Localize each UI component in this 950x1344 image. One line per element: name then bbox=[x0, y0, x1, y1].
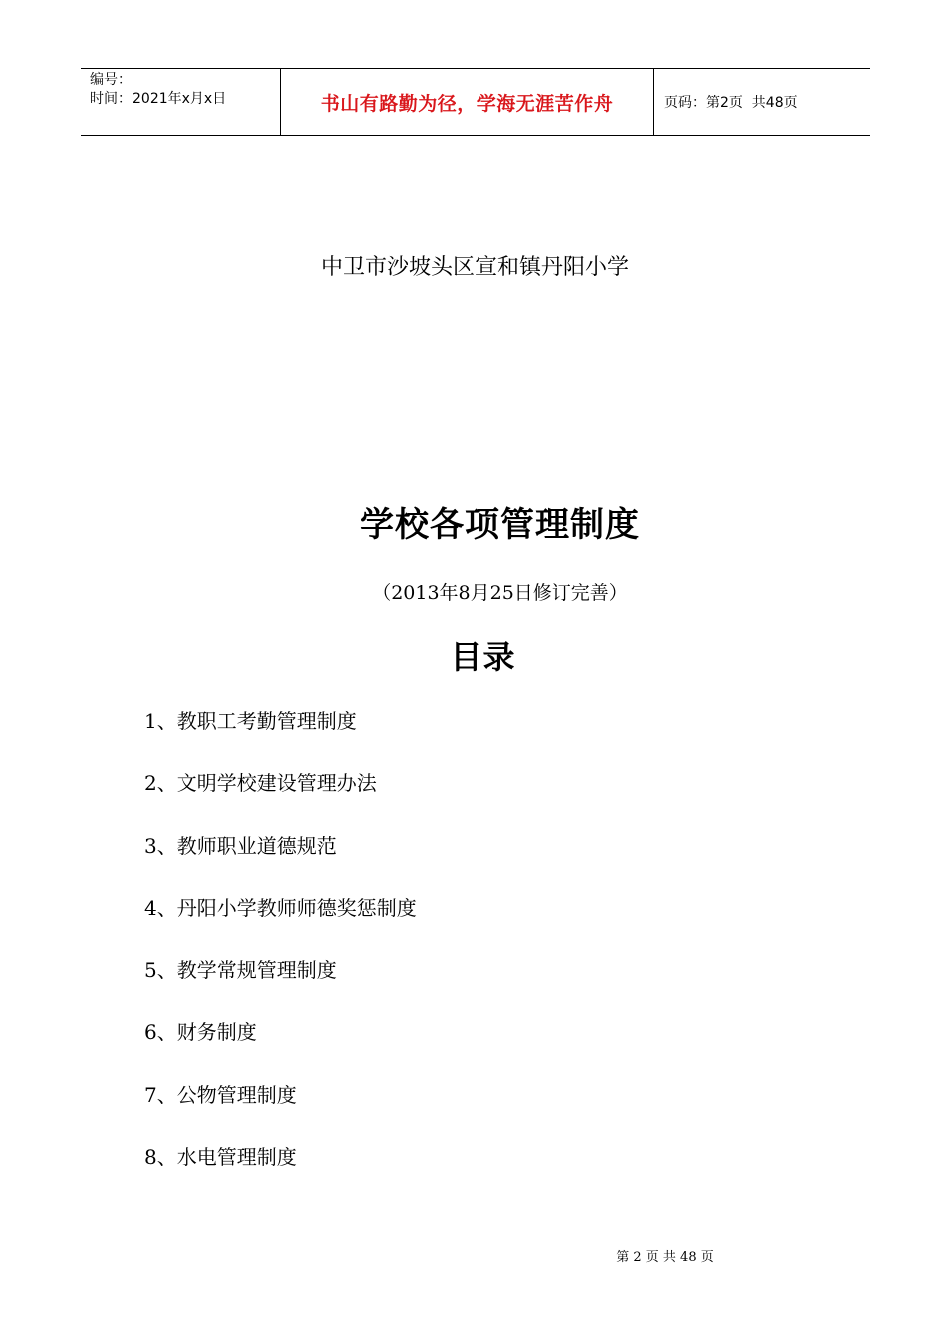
toc-list bbox=[144, 706, 417, 1204]
page-footer: 第 2 页 共 48 页 bbox=[616, 1250, 714, 1265]
toc-item: 8、水电管理制度 bbox=[144, 1145, 297, 1170]
toc-item: 3、教师职业道德规范 bbox=[144, 833, 337, 858]
header-meta-cell bbox=[81, 69, 281, 135]
header-motto-cell bbox=[281, 69, 654, 135]
number-label: 编号： bbox=[90, 72, 132, 88]
toc-item: 2、文明学校建设管理办法 bbox=[144, 771, 377, 796]
header-page-cell bbox=[654, 69, 870, 135]
revision-note: （2013年8月25日修订完善） bbox=[372, 582, 628, 604]
toc-heading: 目录 bbox=[450, 638, 515, 676]
motto-text: 书山有路勤为径，学海无涯苦作舟 bbox=[320, 92, 614, 115]
page-info: 页码：第2页 共48页 bbox=[664, 95, 798, 111]
school-name: 中卫市沙坡头区宣和镇丹阳小学 bbox=[320, 255, 629, 280]
date-label: 时间：2021年x月x日 bbox=[90, 91, 227, 107]
document-title: 学校各项管理制度 bbox=[360, 505, 640, 545]
toc-item: 7、公物管理制度 bbox=[144, 1082, 297, 1107]
toc-item: 1、教职工考勤管理制度 bbox=[144, 709, 357, 733]
document-header bbox=[81, 68, 870, 136]
toc-item: 6、财务制度 bbox=[144, 1020, 257, 1045]
toc-item: 5、教学常规管理制度 bbox=[144, 958, 337, 983]
toc-item: 4、丹阳小学教师师德奖惩制度 bbox=[144, 895, 417, 920]
